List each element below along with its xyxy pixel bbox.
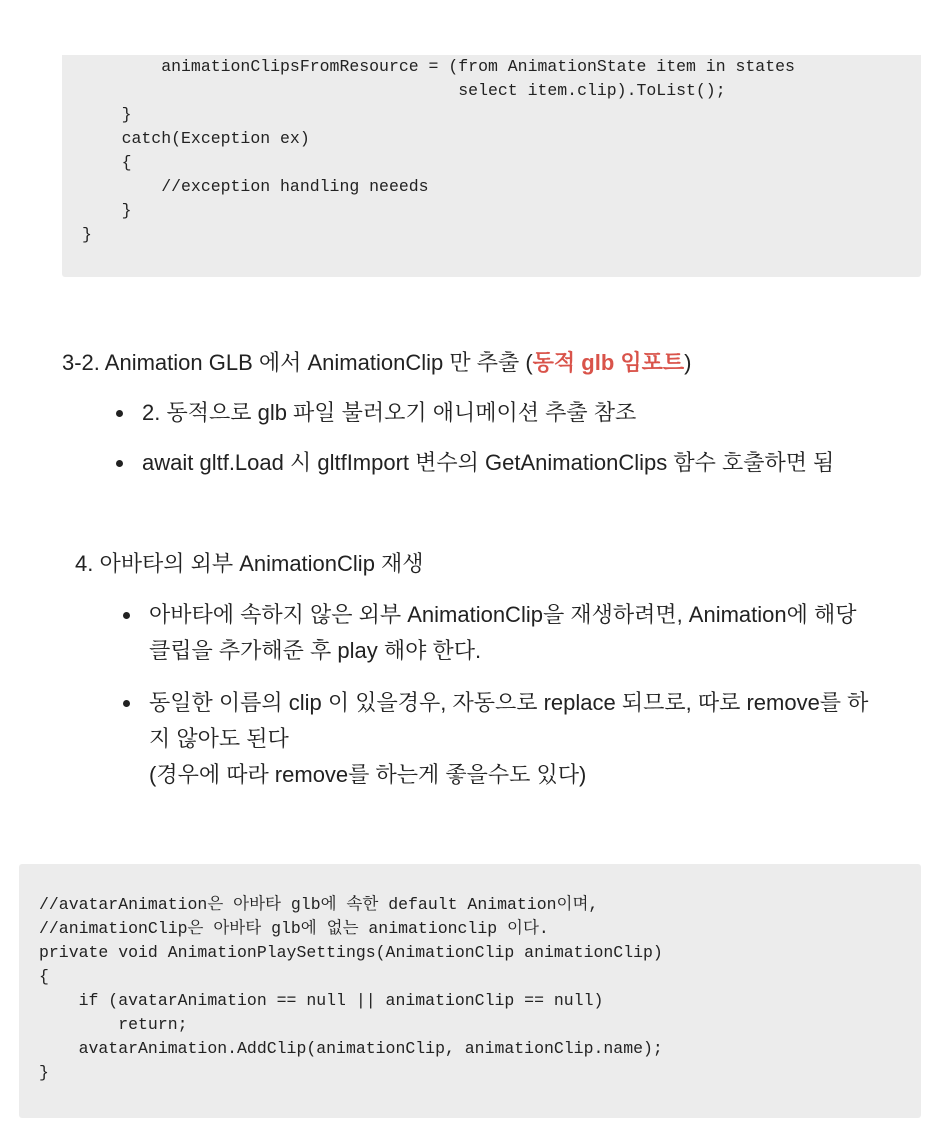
bullet-list-4 — [149, 597, 917, 809]
heading-text: 3-2. Animation GLB 에서 AnimationClip 만 추출 ( — [62, 350, 533, 375]
code-line: catch(Exception ex) — [82, 129, 310, 148]
code-line: avatarAnimation.AddClip(animationClip, animationClip.name); — [39, 1039, 663, 1058]
list-item — [149, 685, 917, 793]
code-line: { — [39, 967, 49, 986]
code-line: //exception handling neeeds — [82, 177, 429, 196]
code-line: select item.clip).ToList(); — [82, 81, 726, 100]
list-item-text: 클립을 추가해준 후 play 해야 한다. — [149, 638, 482, 663]
heading-text: ) — [684, 350, 692, 375]
list-item — [149, 597, 917, 669]
code-line: } — [82, 225, 92, 244]
code-line: } — [82, 105, 132, 124]
list-item — [142, 445, 922, 481]
bullet-icon — [123, 700, 130, 707]
code-block-animation-play-settings — [19, 864, 921, 1118]
bullet-list-3-2 — [142, 395, 922, 495]
section-heading-3-2 — [62, 349, 691, 377]
code-block-animation-clips — [62, 55, 921, 277]
bullet-icon — [116, 460, 123, 467]
list-item-text: await gltf.Load 시 gltfImport 변수의 GetAnimationClips 함수 호출하면 됨 — [142, 450, 835, 475]
list-item — [142, 395, 922, 431]
code-line: animationClipsFromResource = (from AnimationState item in states — [82, 57, 795, 76]
code-line: //avatarAnimation은 아바타 glb에 속한 default Animation이며, — [39, 895, 599, 914]
code-line: } — [39, 1063, 49, 1082]
bullet-icon — [123, 612, 130, 619]
code-line: if (avatarAnimation == null || animationClip == null) — [39, 991, 604, 1010]
code-line: { — [82, 153, 132, 172]
code-line: //animationClip은 아바타 glb에 없는 animationclip 이다. — [39, 919, 549, 938]
list-item-text: (경우에 따라 remove를 하는게 좋을수도 있다) — [149, 762, 587, 787]
section-heading-4: 4. 아바타의 외부 AnimationClip 재생 — [75, 551, 424, 576]
list-item-text: 아바타에 속하지 않은 외부 AnimationClip을 재생하려면, Animation에 해당 — [149, 602, 857, 627]
bullet-icon — [116, 410, 123, 417]
code-line: return; — [39, 1015, 188, 1034]
heading-link-dynamic-glb-import[interactable]: 동적 glb 임포트 — [532, 350, 685, 375]
code-line: private void AnimationPlaySettings(AnimationClip animationClip) — [39, 943, 663, 962]
code-line: } — [82, 201, 132, 220]
list-item-text: 동일한 이름의 clip 이 있을경우, 자동으로 replace 되므로, 따로 remove를 하 — [149, 690, 869, 715]
list-item-text: 지 않아도 된다 — [149, 726, 289, 751]
list-item-text: 2. 동적으로 glb 파일 불러오기 애니메이션 추출 참조 — [142, 400, 637, 425]
